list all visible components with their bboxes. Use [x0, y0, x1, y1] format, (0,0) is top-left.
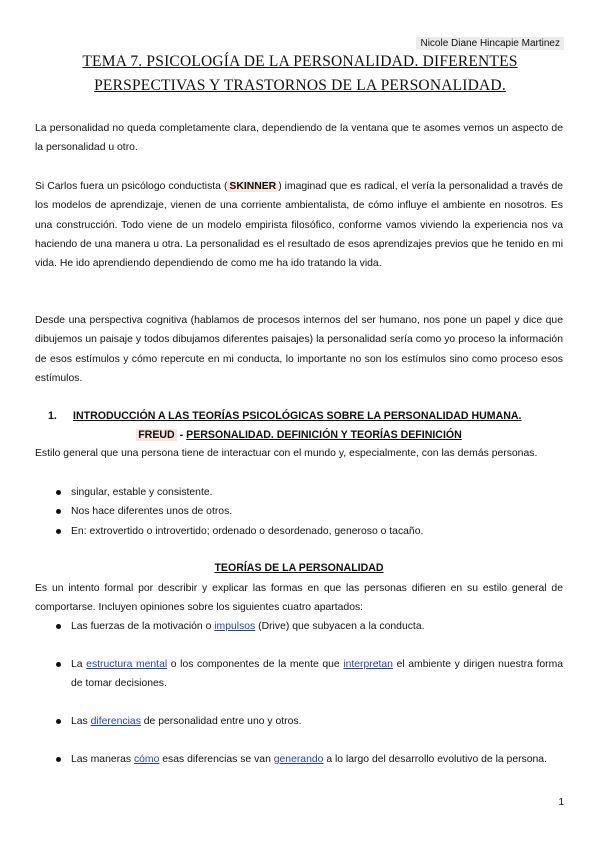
bullet-icon: [56, 662, 61, 667]
section-1-title: INTRODUCCIÓN A LAS TEORÍAS PSICOLÓGICAS SOBRE LA PERSONALIDAD HUMANA.: [73, 410, 522, 422]
p2-text-before: Si Carlos fuera un psicólogo conductista (: [35, 181, 228, 192]
p2-text-after: ) imaginad que es radical, el vería la personalidad a través de los modelos de aprendizaje, vienen de una corriente ambientalista, de cómo influye el ambiente en nosotros. Es una construcción. Todo viene de un modelo empirista filosófico, conforme vamos viviendo la experiencia nos va haciendo de una manera u otra. La personalidad es el resultado de esos aprendizajes previos que he tenido en mi vida. He ido aprendiendo dependiendo de como me ha ido tratando la vida.: [35, 181, 563, 270]
subheading-separator: -: [176, 429, 187, 441]
title-line-1: TEMA 7. PSICOLOGÍA DE LA PERSONALIDAD. DIFERENTES: [82, 53, 518, 70]
page-number: 1: [558, 797, 564, 808]
list-item: Nos hace diferentes unos de otros.: [35, 502, 563, 521]
interpretan-link[interactable]: interpretan: [343, 659, 393, 670]
list-item: singular, estable y consistente.: [35, 483, 563, 502]
list-item: En: extrovertido o introvertido; ordenado o desordenado, generoso o tacaño.: [35, 522, 563, 541]
skinner-highlight: SKINNER: [229, 181, 277, 192]
document-title: [40, 50, 560, 98]
bullet-icon: [56, 624, 61, 629]
como-link[interactable]: cómo: [133, 754, 160, 765]
title-line-2: PERSPECTIVAS Y TRASTORNOS DE LA PERSONALIDAD.: [94, 77, 506, 94]
list-item: La estructura mental o los componentes de la mente que interpretan el ambiente y dirigen nuestra forma de tomar decisiones.: [35, 655, 563, 694]
subheading-text: PERSONALIDAD. DEFINICIÓN Y TEORÍAS DEFINICIÓN: [186, 429, 462, 441]
definition-bullet-list: [35, 483, 563, 541]
estructura-mental-link[interactable]: estructura mental: [86, 659, 168, 670]
bullet-icon: [56, 757, 61, 762]
bullet-icon: [56, 719, 61, 724]
list-item: Las diferencias de personalidad entre uno y otros.: [35, 712, 563, 731]
list-item: Las fuerzas de la motivación o impulsos (Drive) que subyacen a la conducta.: [35, 617, 563, 636]
impulsos-link[interactable]: impulsos: [214, 621, 256, 632]
generando-link[interactable]: generando: [273, 754, 324, 765]
bullet-icon: [56, 509, 61, 514]
theories-bullet-2: [35, 655, 563, 694]
section-2-heading: TEORÍAS DE LA PERSONALIDAD: [214, 562, 384, 574]
list-item: Las maneras cómo esas diferencias se van generando a lo largo del desarrollo evolutivo de la persona.: [35, 750, 563, 769]
theories-bullet-4: [35, 750, 563, 769]
theories-bullet-1: [35, 617, 563, 636]
intro-paragraph-1: La personalidad no queda completamente clara, dependiendo de la ventana que te asomes vemos un aspecto de la personalidad u otro.: [35, 123, 563, 154]
intro-paragraph-3: Desde una perspectiva cognitiva (hablamos de procesos internos del ser humano, nos pone un papel y dice que dibujemos un paisaje y todos dibujamos diferentes paisajes) la personalidad sería como yo proceso la información de esos estímulos y cómo repercute en mi conducta, lo importante no son los estímulos sino como proceso esos estímulos.: [35, 315, 563, 384]
intro-paragraph-2: [35, 177, 563, 273]
diferencias-link[interactable]: diferencias: [90, 716, 141, 727]
author-header: Nicole Diane Hincapie Martinez: [416, 37, 564, 50]
theories-bullet-3: [35, 712, 563, 731]
bullet-icon: [56, 490, 61, 495]
bullet-icon: [56, 529, 61, 534]
theories-intro: Es un intento formal por describir y explicar las formas en que las personas difieren en su estilo general de comportarse. Incluyen opiniones sobre los siguientes cuatro apartados:: [35, 583, 563, 614]
section-1-subheading: [35, 426, 563, 444]
section-1-number: 1.: [48, 410, 57, 422]
freud-tag: FREUD: [138, 429, 175, 441]
personality-definition: Estilo general que una persona tiene de interactuar con el mundo y, especialmente, con las demás personas.: [35, 448, 538, 459]
